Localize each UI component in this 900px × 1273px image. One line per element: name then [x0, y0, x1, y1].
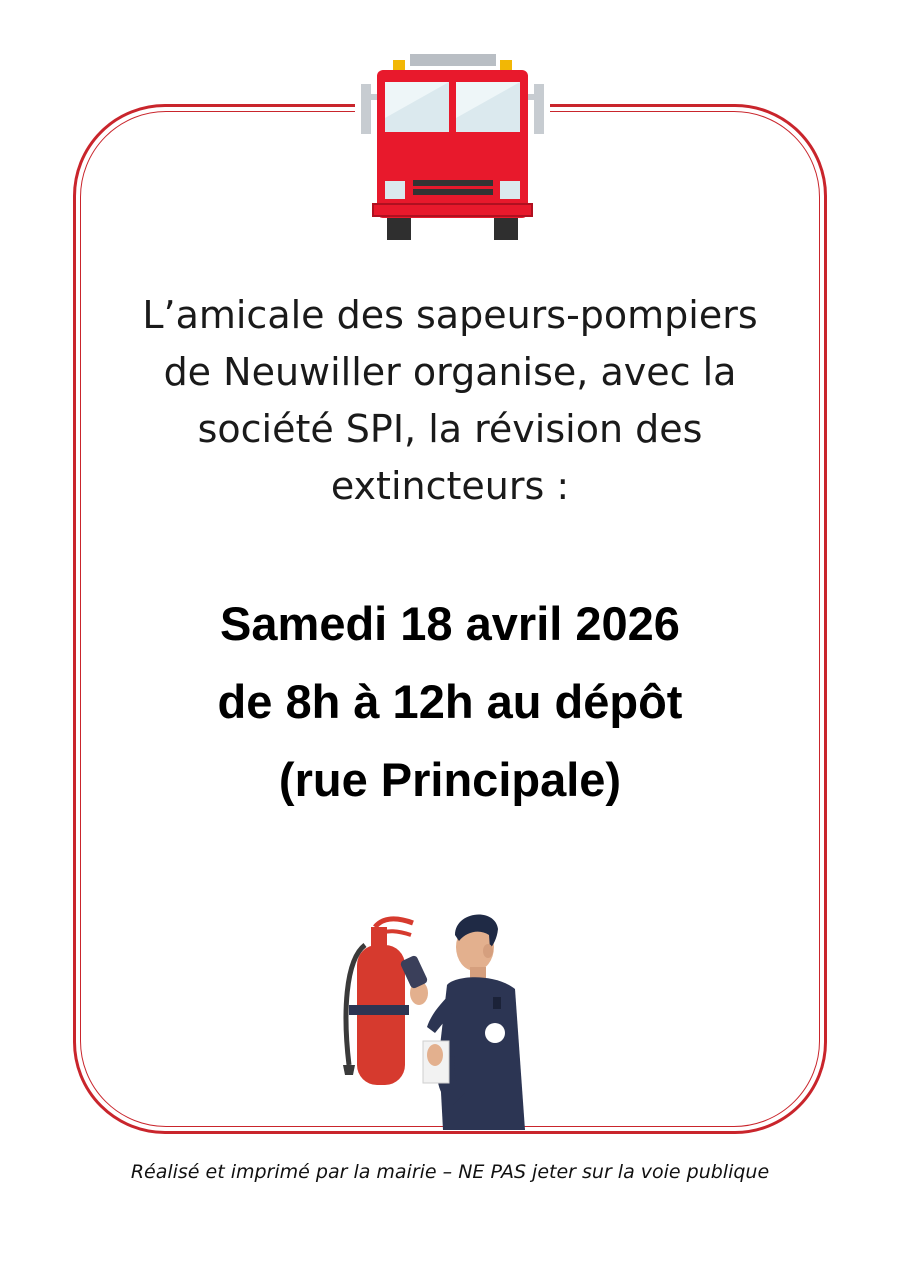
truck-right-mirror: [534, 84, 544, 134]
intro-line: extincteurs :: [330, 464, 570, 508]
truck-grille: [413, 180, 493, 186]
truck-left-headlight: [385, 181, 405, 199]
truck-bumper: [373, 204, 532, 216]
truck-light-bar: [410, 54, 496, 66]
truck-left-wheel: [387, 218, 411, 240]
event-time-location: de 8h à 12h au dépôt: [217, 675, 683, 728]
footer-disclaimer: Réalisé et imprimé par la mairie – NE PAS jeter sur la voie publique: [130, 1161, 770, 1183]
uniform-badge: [485, 1023, 505, 1043]
event-details: [100, 585, 800, 819]
intro-line: de Neuwiller organise, avec la: [163, 350, 737, 394]
fire-truck-icon: [355, 48, 550, 243]
extinguisher-handle: [375, 919, 413, 927]
event-street: (rue Principale): [278, 753, 622, 806]
firefighter-with-extinguisher-icon: [335, 905, 535, 1130]
extinguisher-nozzle: [343, 1065, 355, 1075]
event-date: Samedi 18 avril 2026: [220, 597, 680, 650]
announcement-intro: [100, 287, 800, 515]
intro-line: société SPI, la révision des: [197, 407, 703, 451]
intro-line: L’amicale des sapeurs-pompiers: [142, 293, 758, 337]
truck-right-wheel: [494, 218, 518, 240]
truck-right-headlight: [500, 181, 520, 199]
truck-left-mirror: [361, 84, 371, 134]
